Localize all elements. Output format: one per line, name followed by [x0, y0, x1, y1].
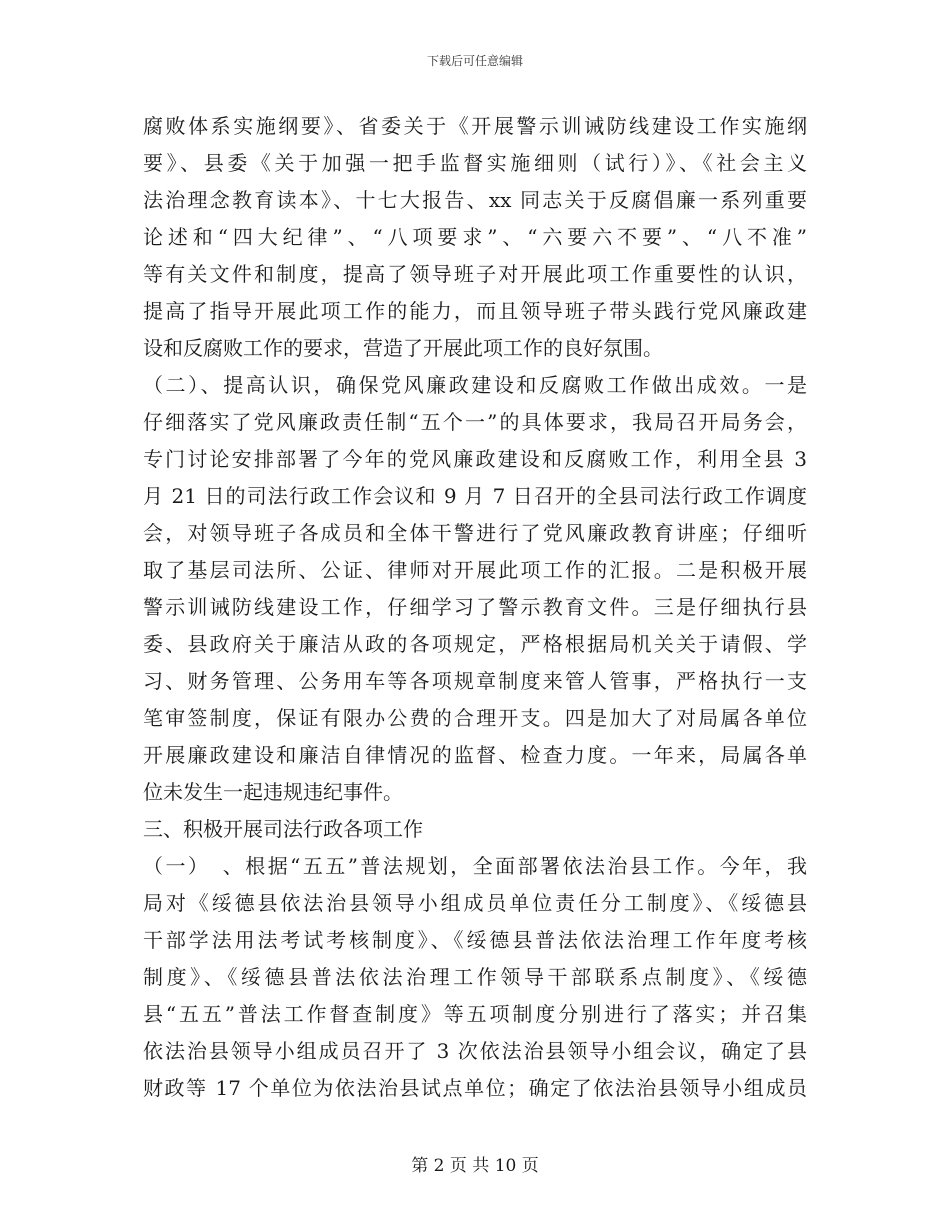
text-line: 要》、县委《关于加强一把手监督实施细则（试行）》、《社会主义 [143, 151, 807, 175]
text-line: 月 21 日的司法行政工作会议和 9 月 7 日召开的全县司法行政工作调度 [143, 484, 807, 508]
text-line: 局对《绥德县依法治县领导小组成员单位责任分工制度》、《绥德县 [143, 891, 807, 915]
text-line: 仔细落实了党风廉政责任制“五个一”的具体要求，我局召开局务会， [143, 410, 807, 434]
text-line: 取了基层司法所、公证、律师对开展此项工作的汇报。二是积极开展 [143, 558, 807, 582]
text-line: 法治理念教育读本》、十七大报告、xx 同志关于反腐倡廉一系列重要 [143, 188, 807, 212]
text-line: 提高了指导开展此项工作的能力，而且领导班子带头践行党风廉政建 [143, 299, 807, 323]
text-line: 位未发生一起违规违纪事件。 [143, 780, 403, 804]
page-number: 第 2 页 共 10 页 [411, 1156, 539, 1176]
text-line: 财政等 17 个单位为依法治县试点单位；确定了依法治县领导小组成员 [143, 1076, 807, 1100]
text-line: 论述和“四大纪律”、“八项要求”、“六要六不要”、“八不准” [143, 225, 807, 249]
text-line: 习、财务管理、公务用车等各项规章制度来管人管事，严格执行一支 [143, 669, 807, 693]
text-line: 笔审签制度，保证有限办公费的合理开支。四是加大了对局属各单位 [143, 706, 807, 730]
text-line: 警示训诫防线建设工作，仔细学习了警示教育文件。三是仔细执行县 [143, 595, 807, 619]
text-line: 干部学法用法考试考核制度》、《绥德县普法依法治理工作年度考核 [143, 928, 807, 952]
text-line: 委、县政府关于廉洁从政的各项规定，严格根据局机关关于请假、学 [143, 632, 807, 656]
text-line: （二）、提高认识，确保党风廉政建设和反腐败工作做出成效。一是 [143, 373, 807, 397]
section-heading: 三、积极开展司法行政各项工作 [143, 817, 423, 841]
text-line: 等有关文件和制度，提高了领导班子对开展此项工作重要性的认识， [143, 262, 807, 286]
text-line: 会，对领导班子各成员和全体干警进行了党风廉政教育讲座；仔细听 [143, 521, 807, 545]
document-body [143, 108, 807, 1107]
text-line: 腐败体系实施纲要》、省委关于《开展警示训诫防线建设工作实施纲 [143, 114, 807, 138]
text-line: （一） 、根据“五五”普法规划，全面部署依法治县工作。今年，我 [143, 854, 807, 878]
page-header: 下载后可任意编辑 [426, 54, 523, 68]
text-line: 设和反腐败工作的要求，营造了开展此项工作的良好氛围。 [143, 336, 663, 360]
text-line: 制度》、《绥德县普法依法治理工作领导干部联系点制度》、《绥德 [143, 965, 807, 989]
text-line: 专门讨论安排部署了今年的党风廉政建设和反腐败工作，利用全县 3 [143, 447, 807, 471]
text-line: 县“五五”普法工作督查制度》等五项制度分别进行了落实；并召集 [143, 1002, 807, 1026]
text-line: 开展廉政建设和廉洁自律情况的监督、检查力度。一年来，局属各单 [143, 743, 807, 767]
text-line: 依法治县领导小组成员召开了 3 次依法治县领导小组会议，确定了县 [143, 1039, 807, 1063]
